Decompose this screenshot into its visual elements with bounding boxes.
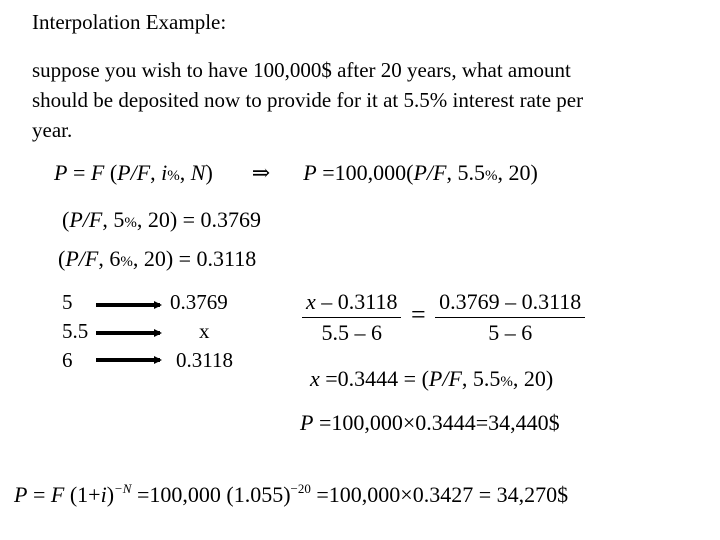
frac-right-num: 0.3769 – 0.3118 (435, 289, 585, 318)
fraction-right (435, 289, 585, 346)
formula-rhs-var-p: P (303, 160, 317, 185)
formula-rhs-rate: , 5.5 (446, 160, 485, 185)
lookup-tail: , 20) = 0.3769 (136, 207, 262, 232)
formula-rhs-tail: , 20) (497, 160, 538, 185)
frac-left-num-rest: – 0.3118 (315, 289, 398, 314)
formula-comma: , (150, 160, 162, 185)
result-x (310, 366, 553, 392)
lookup-rate: , 6 (98, 246, 121, 271)
lookup-open: ( (58, 246, 66, 271)
check-formula (14, 482, 568, 508)
formula-rhs-factor: P/F (413, 160, 447, 185)
formula-var-i: i (161, 160, 168, 185)
problem-line-1: suppose you wish to have 100,000$ after 20 years, what amount (32, 58, 571, 82)
formula-rhs-eq: =100,000 (316, 160, 407, 185)
table-rate-1: 5 (62, 290, 73, 314)
check-open: (1+ (64, 482, 101, 507)
page-title: Interpolation Example: (32, 10, 227, 34)
frac-equals: = (410, 299, 426, 329)
formula-comma-2: , (179, 160, 191, 185)
result-x-factor: P/F (428, 366, 462, 391)
check-eq: = (27, 482, 51, 507)
result-p (300, 410, 560, 436)
result-x-eq: =0.3444 = ( (319, 366, 429, 391)
table-value-2: x (199, 319, 210, 343)
fraction-left (302, 289, 401, 346)
formula-pct: % (167, 168, 180, 184)
lookup-factor: P/F (65, 246, 99, 271)
result-p-var: P (300, 410, 314, 435)
result-x-tail: , 20) (512, 366, 554, 391)
formula-var-p: P (54, 160, 68, 185)
formula-rhs-pct: % (484, 168, 498, 184)
frac-right-den: 5 – 6 (488, 320, 533, 345)
problem-line-3: year. (32, 118, 73, 142)
formula-eq: = (67, 160, 91, 185)
lookup-factor: P/F (69, 207, 103, 232)
lookup-pct: % (120, 254, 133, 270)
table-value-3: 0.3118 (176, 348, 233, 372)
check-close: ) (106, 482, 115, 507)
result-x-pct: % (500, 374, 513, 390)
formula-open: ( (104, 160, 118, 185)
formula-rhs-open: ( (406, 160, 414, 185)
check-tail: =100,000×0.3427 = 34,270$ (310, 482, 569, 507)
interpolation-equation (302, 289, 585, 346)
formula-var-f: F (90, 160, 105, 185)
result-x-var: x (310, 366, 320, 391)
lookup-pct: % (124, 215, 137, 231)
lookup-rate: , 5 (102, 207, 125, 232)
lookup-tail: , 20) = 0.3118 (132, 246, 257, 271)
check-var-i: i (100, 482, 107, 507)
formula-close: ) (205, 160, 213, 185)
implies-symbol: ⇒ (251, 160, 271, 185)
table-rate-3: 6 (62, 348, 73, 372)
table-rate-2: 5.5 (62, 319, 89, 343)
problem-line-2: should be deposited now to provide for it at 5.5% interest rate per (32, 88, 584, 112)
formula-factor: P/F (117, 160, 151, 185)
check-var-f: F (50, 482, 65, 507)
formula-var-n: N (190, 160, 206, 185)
table-value-1: 0.3769 (170, 290, 228, 314)
check-rest: =100,000 (1.055) (131, 482, 291, 507)
check-var-p: P (14, 482, 28, 507)
lookup-open: ( (62, 207, 70, 232)
result-x-rate: , 5.5 (461, 366, 501, 391)
frac-left-num-var: x (306, 289, 316, 314)
result-p-rest: =100,000×0.3444=34,440$ (313, 410, 560, 435)
check-exponent-2: −20 (290, 481, 311, 496)
check-exponent: −N (114, 481, 132, 496)
frac-left-den: 5.5 – 6 (321, 320, 382, 345)
